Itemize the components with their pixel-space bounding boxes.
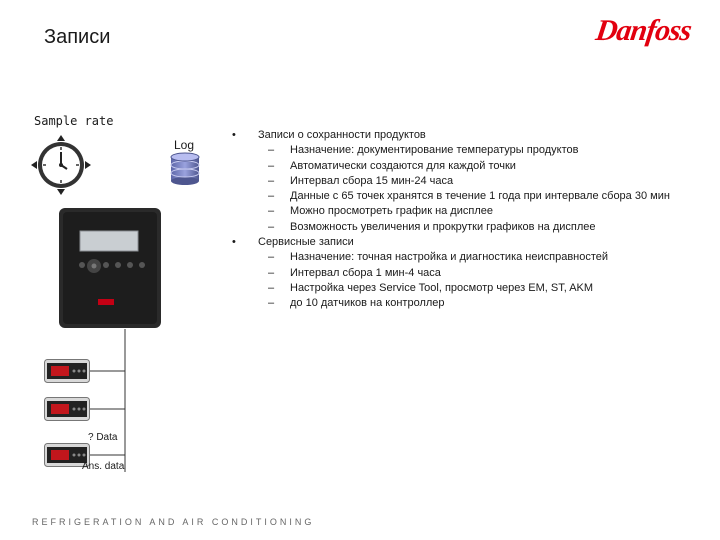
sub-item: – Интервал сбора 1 мин-4 часа xyxy=(258,266,702,281)
sample-rate-label: Sample rate xyxy=(34,114,114,128)
sub-item: – Настройка через Service Tool, просмотр через EM, ST, AKM xyxy=(258,281,702,296)
log-label: Log xyxy=(174,138,195,152)
sub-item: – до 10 датчиков на контроллер xyxy=(258,296,702,311)
sub-list xyxy=(258,250,702,311)
sub-item: – Можно просмотреть график на дисплее xyxy=(258,204,702,219)
slide-title: Записи xyxy=(44,26,111,48)
sub-item: – Возможность увеличения и прокрутки графиков на дисплее xyxy=(258,220,702,235)
footer-tagline: REFRIGERATION AND AIR CONDITIONING xyxy=(32,517,315,527)
sub-item: – Интервал сбора 15 мин-24 часа xyxy=(258,174,702,189)
sub-item: – Назначение: документирование температуры продуктов xyxy=(258,143,702,158)
content-bullets xyxy=(232,128,702,312)
case-controller-1 xyxy=(44,359,90,383)
answer-data-label: Ans. data xyxy=(82,461,125,472)
sub-item: – Автоматически создаются для каждой точки xyxy=(258,159,702,174)
case-controller-2 xyxy=(44,397,90,421)
sub-item: – Назначение: точная настройка и диагностика неисправностей xyxy=(258,250,702,265)
request-data-label: ? Data xyxy=(88,432,118,443)
bullet-service-records xyxy=(232,235,702,311)
sub-list xyxy=(258,143,702,235)
sub-item: – Данные с 65 точек хранятся в течение 1 года при интервале сбора 30 мин xyxy=(258,189,702,204)
bullet-heading: Сервисные записи xyxy=(258,236,354,249)
brand-wordmark: Danfoss xyxy=(593,14,694,47)
bullet-product-records xyxy=(232,128,702,235)
bullet-heading: Записи о сохранности продуктов xyxy=(258,129,426,141)
